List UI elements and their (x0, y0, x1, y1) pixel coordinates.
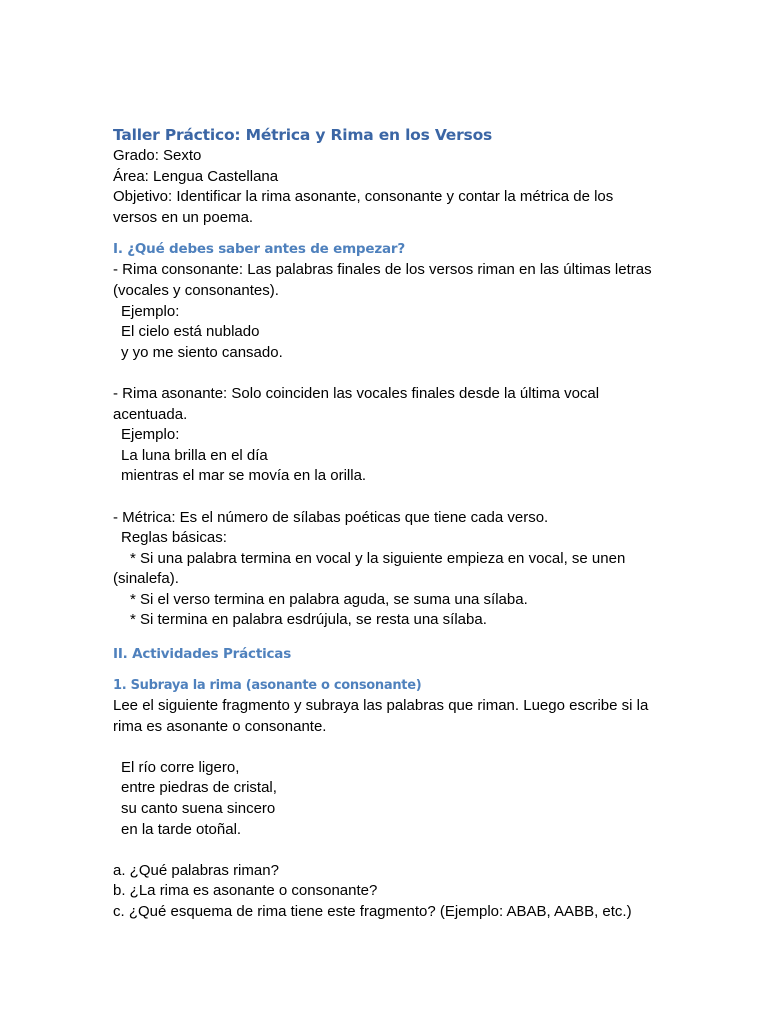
asonante-definition-line-2: acentuada. (113, 405, 188, 423)
document-page (113, 124, 673, 923)
poem-verse-3: su canto suena sincero (121, 800, 276, 818)
section2-heading: II. Actividades Prácticas (113, 646, 292, 663)
objective-line-2: versos en un poema. (113, 208, 254, 226)
spacer (113, 737, 673, 758)
question-c: c. ¿Qué esquema de rima tiene este fragmento? (Ejemplo: ABAB, AABB, etc.) (113, 903, 632, 920)
metrica-rule-1-line-1: * Si una palabra termina en vocal y la siguiente empieza en vocal, se unen (130, 549, 626, 567)
area-line: Área: Lengua Castellana (113, 167, 279, 185)
consonante-verse-1: El cielo está nublado (121, 323, 260, 341)
section1-heading: I. ¿Qué debes saber antes de empezar? (113, 241, 406, 258)
spacer (113, 487, 673, 508)
activity1-instruction-line-1: Lee el siguiente fragmento y subraya las palabras que riman. Luego escribe si la (113, 697, 649, 715)
asonante-verse-1: La luna brilla en el día (121, 446, 268, 464)
metrica-rule-1-line-2: (sinalefa). (113, 570, 179, 588)
asonante-verse-2: mientras el mar se movía en la orilla. (121, 467, 367, 485)
metrica-definition: - Métrica: Es el número de sílabas poéticas que tiene cada verso. (113, 508, 549, 526)
asonante-definition-line-1: - Rima asonante: Solo coinciden las vocales finales desde la última vocal (113, 384, 600, 402)
spacer (113, 840, 673, 861)
question-b: b. ¿La rima es asonante o consonante? (113, 882, 378, 900)
poem-verse-2: entre piedras de cristal, (121, 779, 277, 797)
spacer (113, 363, 673, 384)
consonante-definition-line-2: (vocales y consonantes). (113, 281, 279, 299)
question-a: a. ¿Qué palabras riman? (113, 861, 279, 879)
objective-line-1: Objetivo: Identificar la rima asonante, consonante y contar la métrica de los (113, 188, 614, 206)
metrica-rule-2: * Si el verso termina en palabra aguda, se suma una sílaba. (130, 590, 528, 608)
consonante-example-label: Ejemplo: (121, 302, 180, 320)
poem-verse-1: El río corre ligero, (121, 758, 240, 776)
activity1-heading: 1. Subraya la rima (asonante o consonante) (113, 678, 422, 694)
grade-line: Grado: Sexto (113, 147, 202, 164)
poem-verse-4: en la tarde otoñal. (121, 820, 242, 838)
consonante-definition-line-1: - Rima consonante: Las palabras finales de los versos riman en las últimas letras (113, 261, 652, 279)
metrica-rule-3: * Si termina en palabra esdrújula, se resta una sílaba. (130, 611, 487, 629)
activity1-instruction-line-2: rima es asonante o consonante. (113, 717, 327, 735)
asonante-example-label: Ejemplo: (121, 426, 180, 444)
metrica-rules-label: Reglas básicas: (121, 529, 227, 547)
consonante-verse-2: y yo me siento cansado. (121, 343, 283, 361)
document-title: Taller Práctico: Métrica y Rima en los Versos (113, 126, 493, 144)
